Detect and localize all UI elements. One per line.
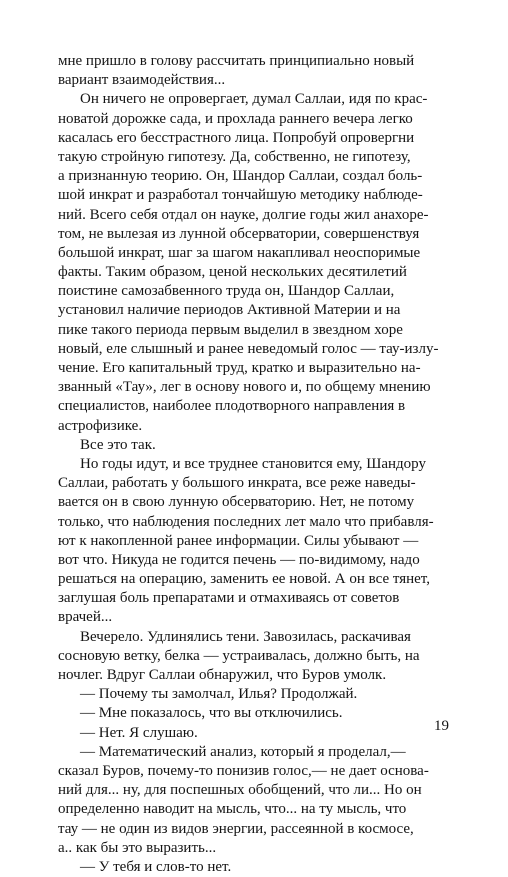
text-line: врачей...	[58, 609, 113, 626]
text-line: чение. Его капитальный труд, кратко и выразительно на-	[58, 360, 421, 376]
text-line: новатой дорожке сада, и прохлада раннего вечера легко	[58, 110, 413, 127]
text-line: — Мне показалось, что вы отключились.	[80, 705, 343, 722]
text-line: только, что наблюдения последних лет мало что прибавля-	[58, 513, 434, 530]
text-line: вариант взаимодействия...	[58, 72, 226, 89]
text-line: специалистов, наиболее плодотворного направления в	[58, 398, 406, 415]
text-line: ний. Всего себя отдал он науке, долгие годы жил анахоре-	[58, 206, 429, 223]
body-text	[58, 52, 456, 877]
text-line: заглушая боль препаратами и отмахиваясь от советов	[58, 590, 400, 607]
text-line: тау — не один из видов энергии, рассеянной в космосе,	[58, 820, 414, 837]
text-line: касалась его бесстрастного лица. Попробуй опровергни	[58, 129, 415, 146]
text-line: сосновую ветку, белка — устраивалась, должно быть, на	[58, 647, 420, 664]
text-line: — Почему ты замолчал, Илья? Продолжай.	[80, 686, 358, 703]
text-line: Но годы идут, и все труднее становится ему, Шандору	[80, 455, 426, 472]
text-line: установил наличие периодов Активной Материи и на	[58, 302, 401, 319]
text-line: — У тебя и слов-то нет.	[80, 858, 232, 875]
text-line: Саллаи, работать у большого инкрата, все реже наведы-	[58, 475, 416, 492]
text-line: ют к накопленной ранее информации. Силы убывают —	[58, 532, 419, 549]
text-line: сказал Буров, почему-то понизив голос,— не дает основа-	[58, 762, 429, 779]
text-line: Он ничего не опровергает, думал Саллаи, идя по крас-	[80, 91, 428, 108]
text-line: — Нет. Я слушаю.	[80, 724, 198, 741]
text-line: ночлег. Вдруг Саллаи обнаружил, что Буров умолк.	[58, 667, 387, 683]
text-line: новый, еле слышный и ранее неведомый голос — тау-излу-	[58, 340, 439, 357]
text-line: Вечерело. Удлинялись тени. Завозилась, раскачивая	[80, 628, 411, 645]
text-line: — Математический анализ, который я проделал,—	[80, 743, 406, 760]
text-line: а признанную теорию. Он, Шандор Саллаи, создал боль-	[58, 168, 423, 185]
text-line: большой инкрат, шаг за шагом накапливал неоспоримые	[58, 244, 421, 261]
text-line: званный «Тау», лег в основу нового и, по общему мнению	[58, 379, 431, 396]
text-line: поистине самозабвенного труда он, Шандор Саллаи,	[58, 283, 395, 300]
text-line: вается он в свою лунную обсерваторию. Нет, не потому	[58, 494, 415, 511]
page-number: 19	[434, 718, 449, 734]
text-line: определенно наводит на мысль, что... на ту мысль, что	[58, 801, 407, 818]
text-line: а.. как бы это выразить...	[58, 839, 217, 856]
text-line: ний для... ну, для поспешных обобщений, что ли... Но он	[58, 782, 422, 799]
text-line: мне пришло в голову рассчитать принципиально новый	[58, 53, 415, 69]
text-line: том, не вылезая из лунной обсерватории, совершенствуя	[58, 225, 420, 242]
text-line: Все это так.	[80, 436, 156, 453]
text-line: факты. Таким образом, ценой нескольких десятилетий	[58, 264, 407, 281]
text-line: шой инкрат и разработал тончайшую методику наблюде-	[58, 187, 423, 204]
text-line: пике такого периода первым выделил в звездном хоре	[58, 321, 403, 338]
text-line: астрофизике.	[58, 417, 143, 434]
text-line: вот что. Никуда не годится печень — по-видимому, надо	[58, 551, 420, 568]
text-line: решаться на операцию, заменить ее новой. А он все тянет,	[58, 571, 430, 588]
text-line: такую стройную гипотезу. Да, собственно, не гипотезу,	[58, 148, 411, 165]
